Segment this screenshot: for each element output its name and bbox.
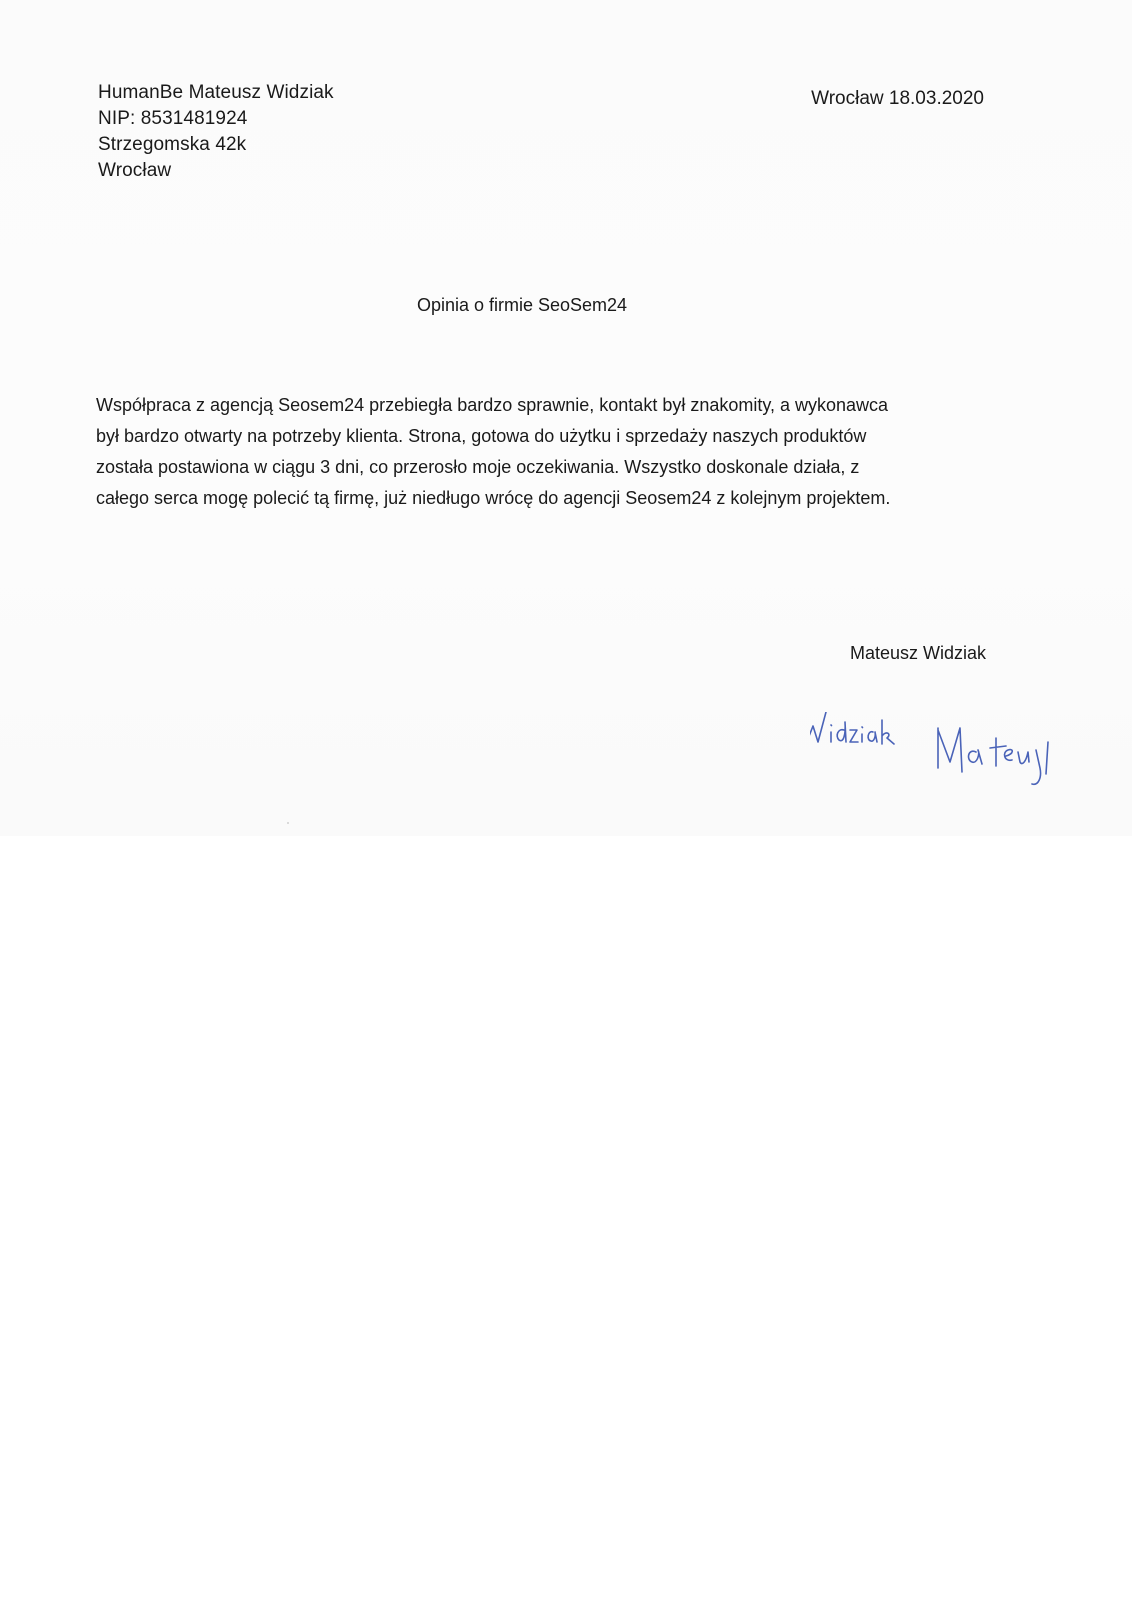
body-line: Współpraca z agencją Seosem24 przebiegła bardzo sprawnie, kontakt był znakomity, a wykonawca [96,395,889,415]
body-line: był bardzo otwarty na potrzeby klienta. Strona, gotowa do użytku i sprzedaży naszych produktów [96,426,867,446]
letter-subject: Opinia o firmie SeoSem24 [416,295,628,315]
body-line: całego serca mogę polecić tą firmę, już niedługo wrócę do agencji Seosem24 z kolejnym projektem. [96,488,891,508]
handwritten-signature [810,712,1090,812]
letter-body [96,390,976,514]
signer-name: Mateusz Widziak [849,643,986,663]
sender-city: Wrocław [98,160,172,181]
sender-name: HumanBe Mateusz Widziak [98,82,334,103]
sender-nip: NIP: 8531481924 [98,108,248,129]
scan-artifact [287,822,289,824]
signature-ink [810,712,1090,812]
place-and-date: Wrocław 18.03.2020 [811,88,984,109]
sender-block [98,80,334,184]
body-line: została postawiona w ciągu 3 dni, co przerosło moje oczekiwania. Wszystko doskonale działa, z [96,457,860,477]
sender-street: Strzegomska 42k [98,134,247,155]
